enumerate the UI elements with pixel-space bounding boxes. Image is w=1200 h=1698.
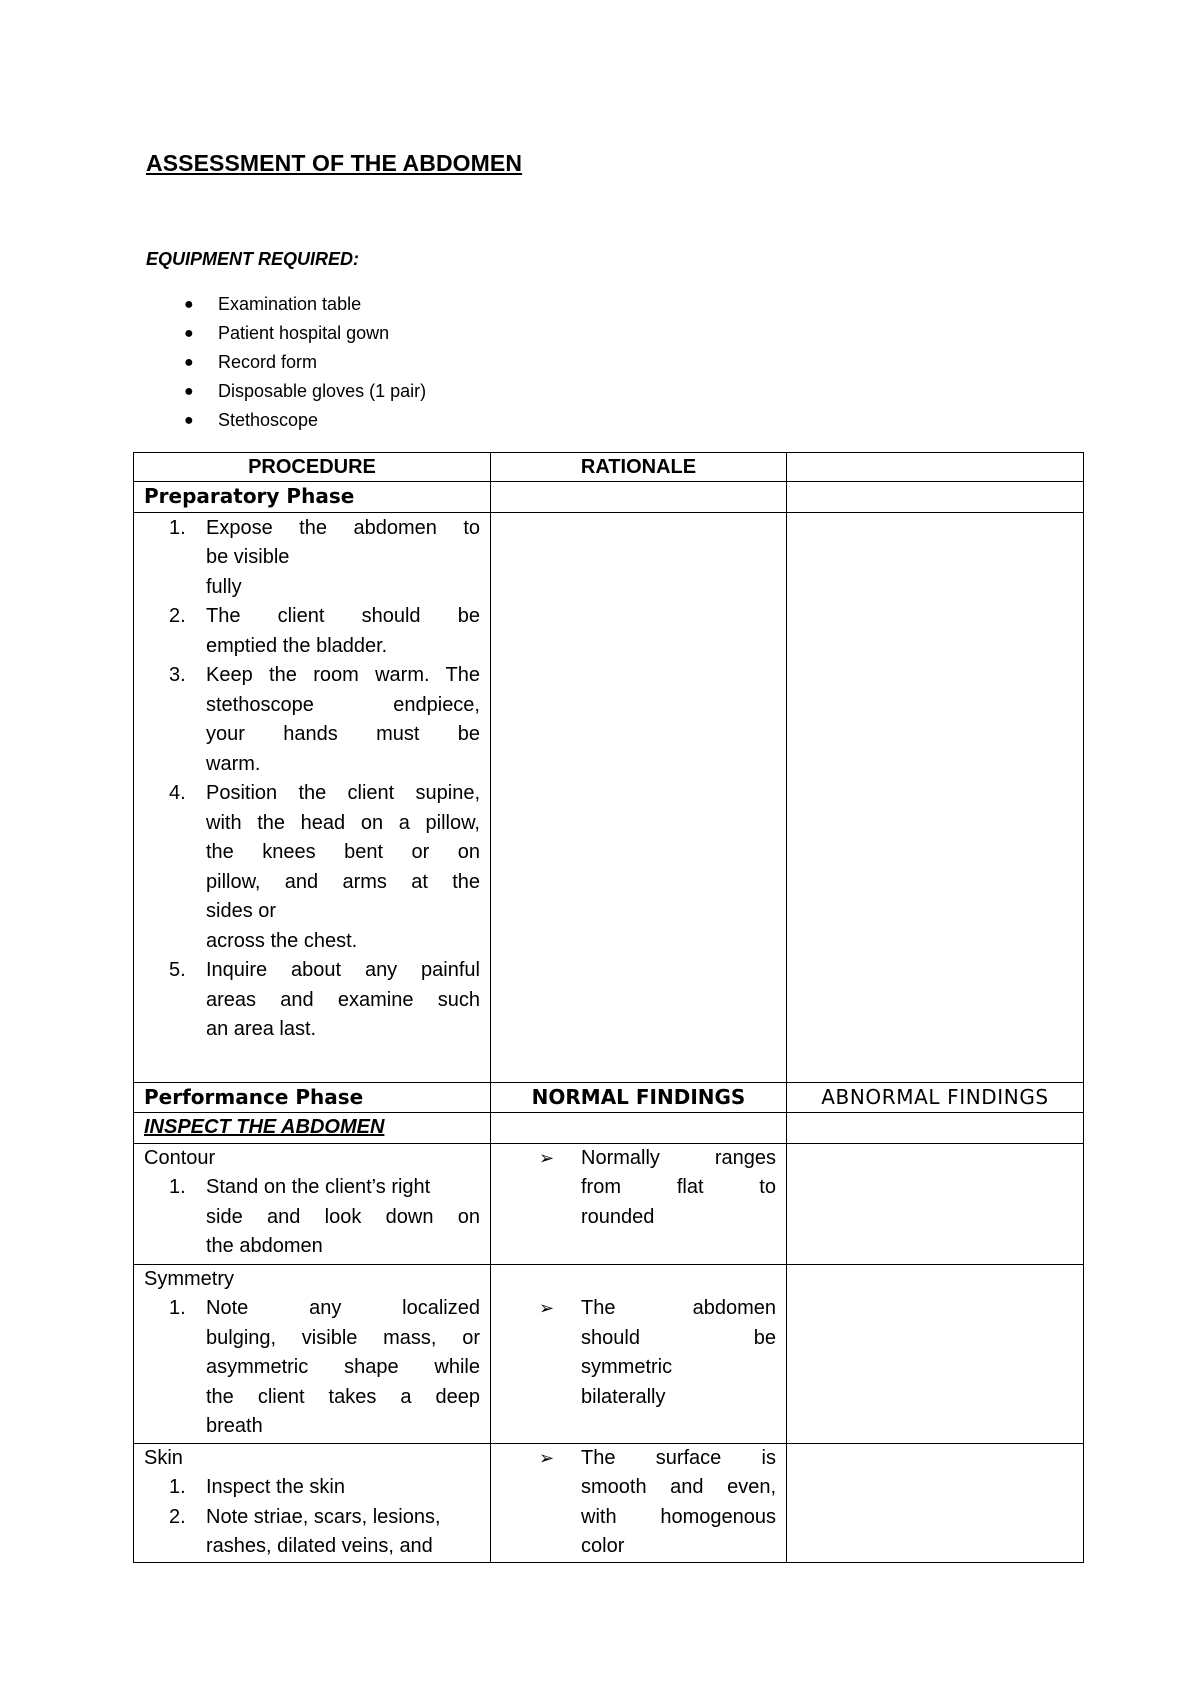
skin-cell [134,1443,491,1562]
inspect-abdomen-subheading: INSPECT THE ABDOMEN [144,1116,385,1138]
list-item: 2. Note striae, scars, lesions, rashes, dilated veins, and [169,1505,441,1557]
list-item: ● Stethoscope [146,406,426,435]
list-item: 1. Note any localized bulging, visible mass, or asymmetric shape while the client takes a deep breath [169,1297,480,1437]
bullet-icon: ● [184,383,194,400]
table-header-row [134,453,1084,482]
abnormal-findings-header: ABNORMAL FINDINGS [787,1082,1084,1113]
table-row [134,512,1084,1082]
equipment-heading: EQUIPMENT REQUIRED: [146,249,360,269]
list-item: ● Record form [146,348,426,377]
list-item: ● Examination table [146,290,426,319]
list-item: 1. Stand on the client’s right side and look down on the abdomen [169,1176,480,1257]
assessment-table [133,452,1084,1563]
bullet-icon: ● [184,412,194,429]
contour-abnormal-cell [787,1143,1084,1264]
procedure-header: PROCEDURE [134,453,491,482]
symmetry-cell [134,1264,491,1443]
symmetry-normal-cell: ➢ The abdomen should be symmetric bilaterally [491,1264,787,1443]
list-item: 2. The client should be emptied the bladder. [169,605,480,657]
skin-abnormal-cell [787,1443,1084,1562]
normal-findings-header: NORMAL FINDINGS [491,1082,787,1113]
table-row [134,1113,1084,1144]
table-row [134,1082,1084,1113]
arrow-bullet-icon: ➢ [539,1447,555,1468]
arrow-bullet-icon: ➢ [539,1298,555,1318]
bullet-icon: ● [184,354,194,371]
contour-cell [134,1143,491,1264]
performance-phase-label: Performance Phase [134,1082,491,1113]
skin-title: Skin [144,1446,183,1469]
third-header [787,453,1084,482]
contour-normal-cell: ➢ Normally ranges from flat to rounded [491,1143,787,1264]
symmetry-abnormal-cell [787,1264,1084,1443]
list-item: 3. Keep the room warm. The stethoscope endpiece, your hands must be warm. [169,664,480,775]
list-item: 5. Inquire about any painful areas and examine such an area last. [169,959,480,1040]
table-row [134,1143,1084,1264]
table-row [134,1264,1084,1443]
bullet-icon: ● [184,325,194,342]
preparatory-steps [144,514,480,1045]
bullet-icon: ● [184,296,194,313]
list-item: ● Patient hospital gown [146,319,426,348]
table-row [134,482,1084,513]
preparatory-phase-label: Preparatory Phase [134,482,491,513]
symmetry-title: Symmetry [144,1267,234,1290]
equipment-list [146,290,426,435]
list-item: 1. Expose the abdomen to be visible fully [169,516,480,598]
preparatory-steps-cell [134,512,491,1082]
page-title: ASSESSMENT OF THE ABDOMEN [146,150,523,176]
list-item: 4. Position the client supine, with the head on a pillow, the knees bent or on pillow, and arms at the sides or across the chest. [169,782,480,952]
arrow-bullet-icon: ➢ [539,1147,555,1168]
skin-normal-cell: ➢ The surface is smooth and even, with homogenous color [491,1443,787,1562]
contour-title: Contour [144,1146,216,1169]
list-item: ● Disposable gloves (1 pair) [146,377,426,406]
list-item: 1. Inspect the skin [169,1476,345,1498]
rationale-header: RATIONALE [491,453,787,482]
table-row [134,1443,1084,1562]
